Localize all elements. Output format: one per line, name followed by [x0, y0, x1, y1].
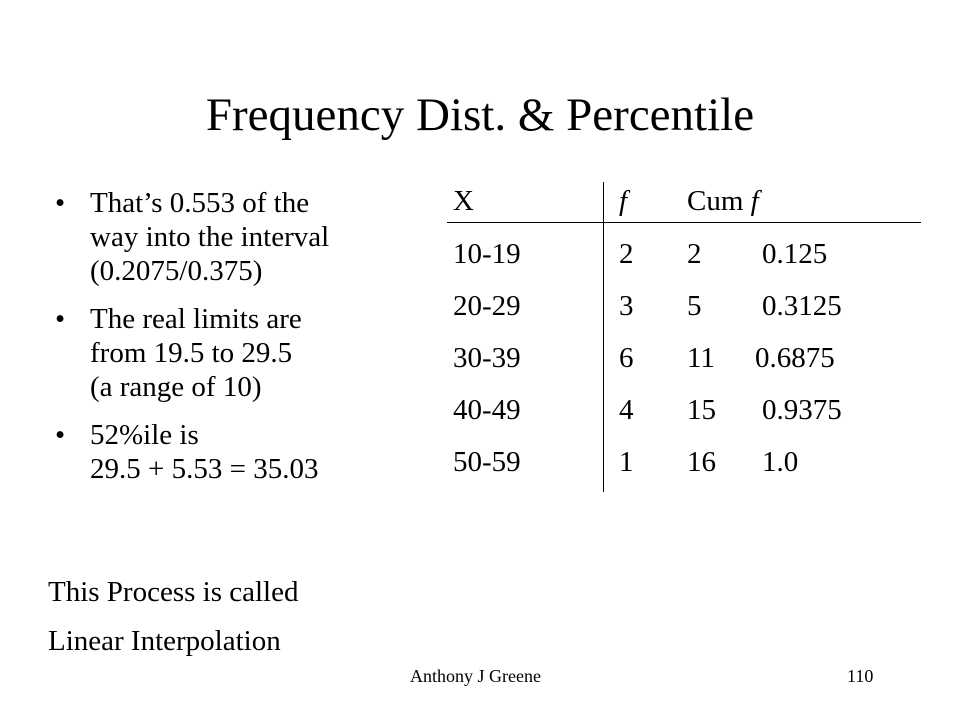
footer-author: Anthony J Greene — [410, 666, 541, 686]
plain-text-line: This Process is called — [48, 576, 299, 608]
frequency-table — [447, 182, 922, 492]
header-x: X — [453, 185, 474, 217]
bullet-item — [50, 302, 395, 404]
cell-x: 50-59 — [453, 446, 521, 478]
cell-x: 30-39 — [453, 342, 521, 374]
cell-cum: 11 — [687, 342, 715, 374]
slide-title: Frequency Dist. & Percentile — [205, 89, 755, 141]
bullet-line: from 19.5 to 29.5 — [90, 337, 293, 369]
cell-pct: 0.125 — [762, 238, 828, 270]
cell-x: 10-19 — [453, 238, 521, 270]
bullet-line: The real limits are — [90, 303, 302, 335]
header-cum-label: Cum — [687, 185, 751, 217]
bullet-line: That’s 0.553 of the — [90, 187, 310, 219]
cell-pct: 1.0 — [762, 446, 799, 478]
cell-x: 20-29 — [453, 290, 521, 322]
bullet-line: (0.2075/0.375) — [90, 255, 263, 287]
header-cum-f-italic: f — [750, 185, 759, 217]
cell-f: 2 — [619, 238, 634, 270]
bullet-list — [50, 186, 395, 500]
cell-pct: 0.6875 — [755, 342, 835, 374]
bullet-line: 29.5 + 5.53 = 35.03 — [90, 453, 319, 485]
bullet-line: way into the interval — [90, 221, 330, 253]
bullet-item — [50, 418, 395, 486]
cell-cum: 5 — [687, 290, 702, 322]
bullet-line: (a range of 10) — [90, 371, 262, 403]
cell-f: 4 — [619, 394, 634, 426]
bullet-item — [50, 186, 395, 288]
cell-f: 1 — [619, 446, 634, 478]
cell-f: 6 — [619, 342, 634, 374]
cell-cum: 15 — [687, 394, 716, 426]
bullet-dot-icon: • — [55, 303, 66, 335]
bullet-line: 52%ile is — [90, 419, 199, 451]
cell-pct: 0.9375 — [762, 394, 842, 426]
cell-cum: 16 — [687, 446, 716, 478]
cell-x: 40-49 — [453, 394, 521, 426]
plain-text-line: Linear Interpolation — [48, 625, 281, 657]
table-column-divider — [603, 182, 604, 492]
bullet-dot-icon: • — [55, 187, 66, 219]
cell-cum: 2 — [687, 238, 702, 270]
table-header-divider — [447, 222, 921, 223]
bullet-dot-icon: • — [55, 419, 66, 451]
header-cum-f — [687, 184, 759, 218]
page-number: 110 — [847, 666, 874, 686]
cell-pct: 0.3125 — [762, 290, 842, 322]
header-f: f — [619, 185, 628, 217]
cell-f: 3 — [619, 290, 634, 322]
